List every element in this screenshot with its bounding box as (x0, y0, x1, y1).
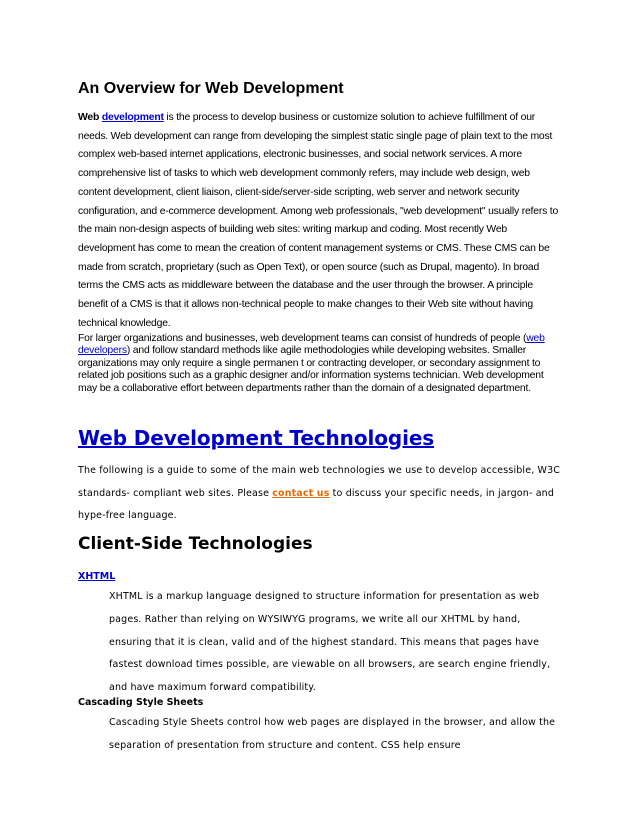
css-term: Cascading Style Sheets (78, 697, 204, 708)
organizations-paragraph (78, 333, 564, 395)
xhtml-link[interactable]: XHTML (78, 571, 116, 582)
web-development-technologies-heading-link[interactable]: Web Development Technologies (78, 426, 435, 450)
technologies-text-end: to discuss your specific needs, in jargon- and hype-free language. (78, 487, 555, 521)
contact-us-link[interactable]: contact us (272, 487, 330, 499)
intro-body-text: is the process to develop business or customize solution to achieve fulfillment of our needs. Web development can range from developing the simplest static single page of plain text to the most complex web-based internet applications, electronic businesses, and social network services. A more comprehensive list of tasks to which web development commonly refers, may include web design, web content development, client liaison, client-side/server-side scripting, web server and network security configuration, and e-commerce development. Among web professionals, "web development" usually refers to the main non-design aspects of building web sites: writing markup and coding. Most recently Web development has come to mean the creation of content management systems or CMS. These CMS can be made from scratch, proprietary (such as Open Text), or open source (such as Drupal, magento). In broad terms the CMS acts as middleware between the database and the user through the browser. A principle benefit of a CMS is that it allows non-technical people to make changes to their Web site without having technical knowledge. (78, 112, 559, 329)
client-side-technologies-heading: Client-Side Technologies (78, 534, 313, 554)
intro-paragraph (78, 109, 564, 333)
page-title: An Overview for Web Development (78, 80, 344, 97)
css-definition: Cascading Style Sheets control how web pages are displayed in the browser, and allow the separation of presentation from structure and content. CSS help ensure (109, 717, 556, 751)
organizations-text-end: ) and follow standard methods like agile methodologies while developing websites. Smaller organizations may only require a single permanen t or contracting developer, or secondary assignment to related job positions such as a graphic designer and/or information systems technician. Web development may be a collaborative effort between departments rather than the domain of a designated department. (78, 345, 544, 394)
organizations-text-start: For larger organizations and businesses, web development teams can consist of hundreds of people ( (78, 333, 527, 344)
development-link[interactable]: development (101, 112, 164, 123)
xhtml-definition: XHTML is a markup language designed to structure information for presentation as web pages. Rather than relying on WYSIWYG programs, we write all our XHTML by hand, ensuring that it is clean, valid and of the highest standard. This means that pages have fastest download times possible, are viewable on all browsers, are search engine friendly, and have maximum forward compatibility. (109, 591, 551, 694)
technologies-text-start: The following is a guide to some of the main web technologies we use to develop accessible, W3C standards- compliant web sites. Please (78, 465, 561, 499)
technologies-intro-paragraph (78, 460, 564, 528)
intro-lead-word: Web (78, 112, 102, 123)
web-developers-link[interactable]: web developers (78, 333, 545, 357)
